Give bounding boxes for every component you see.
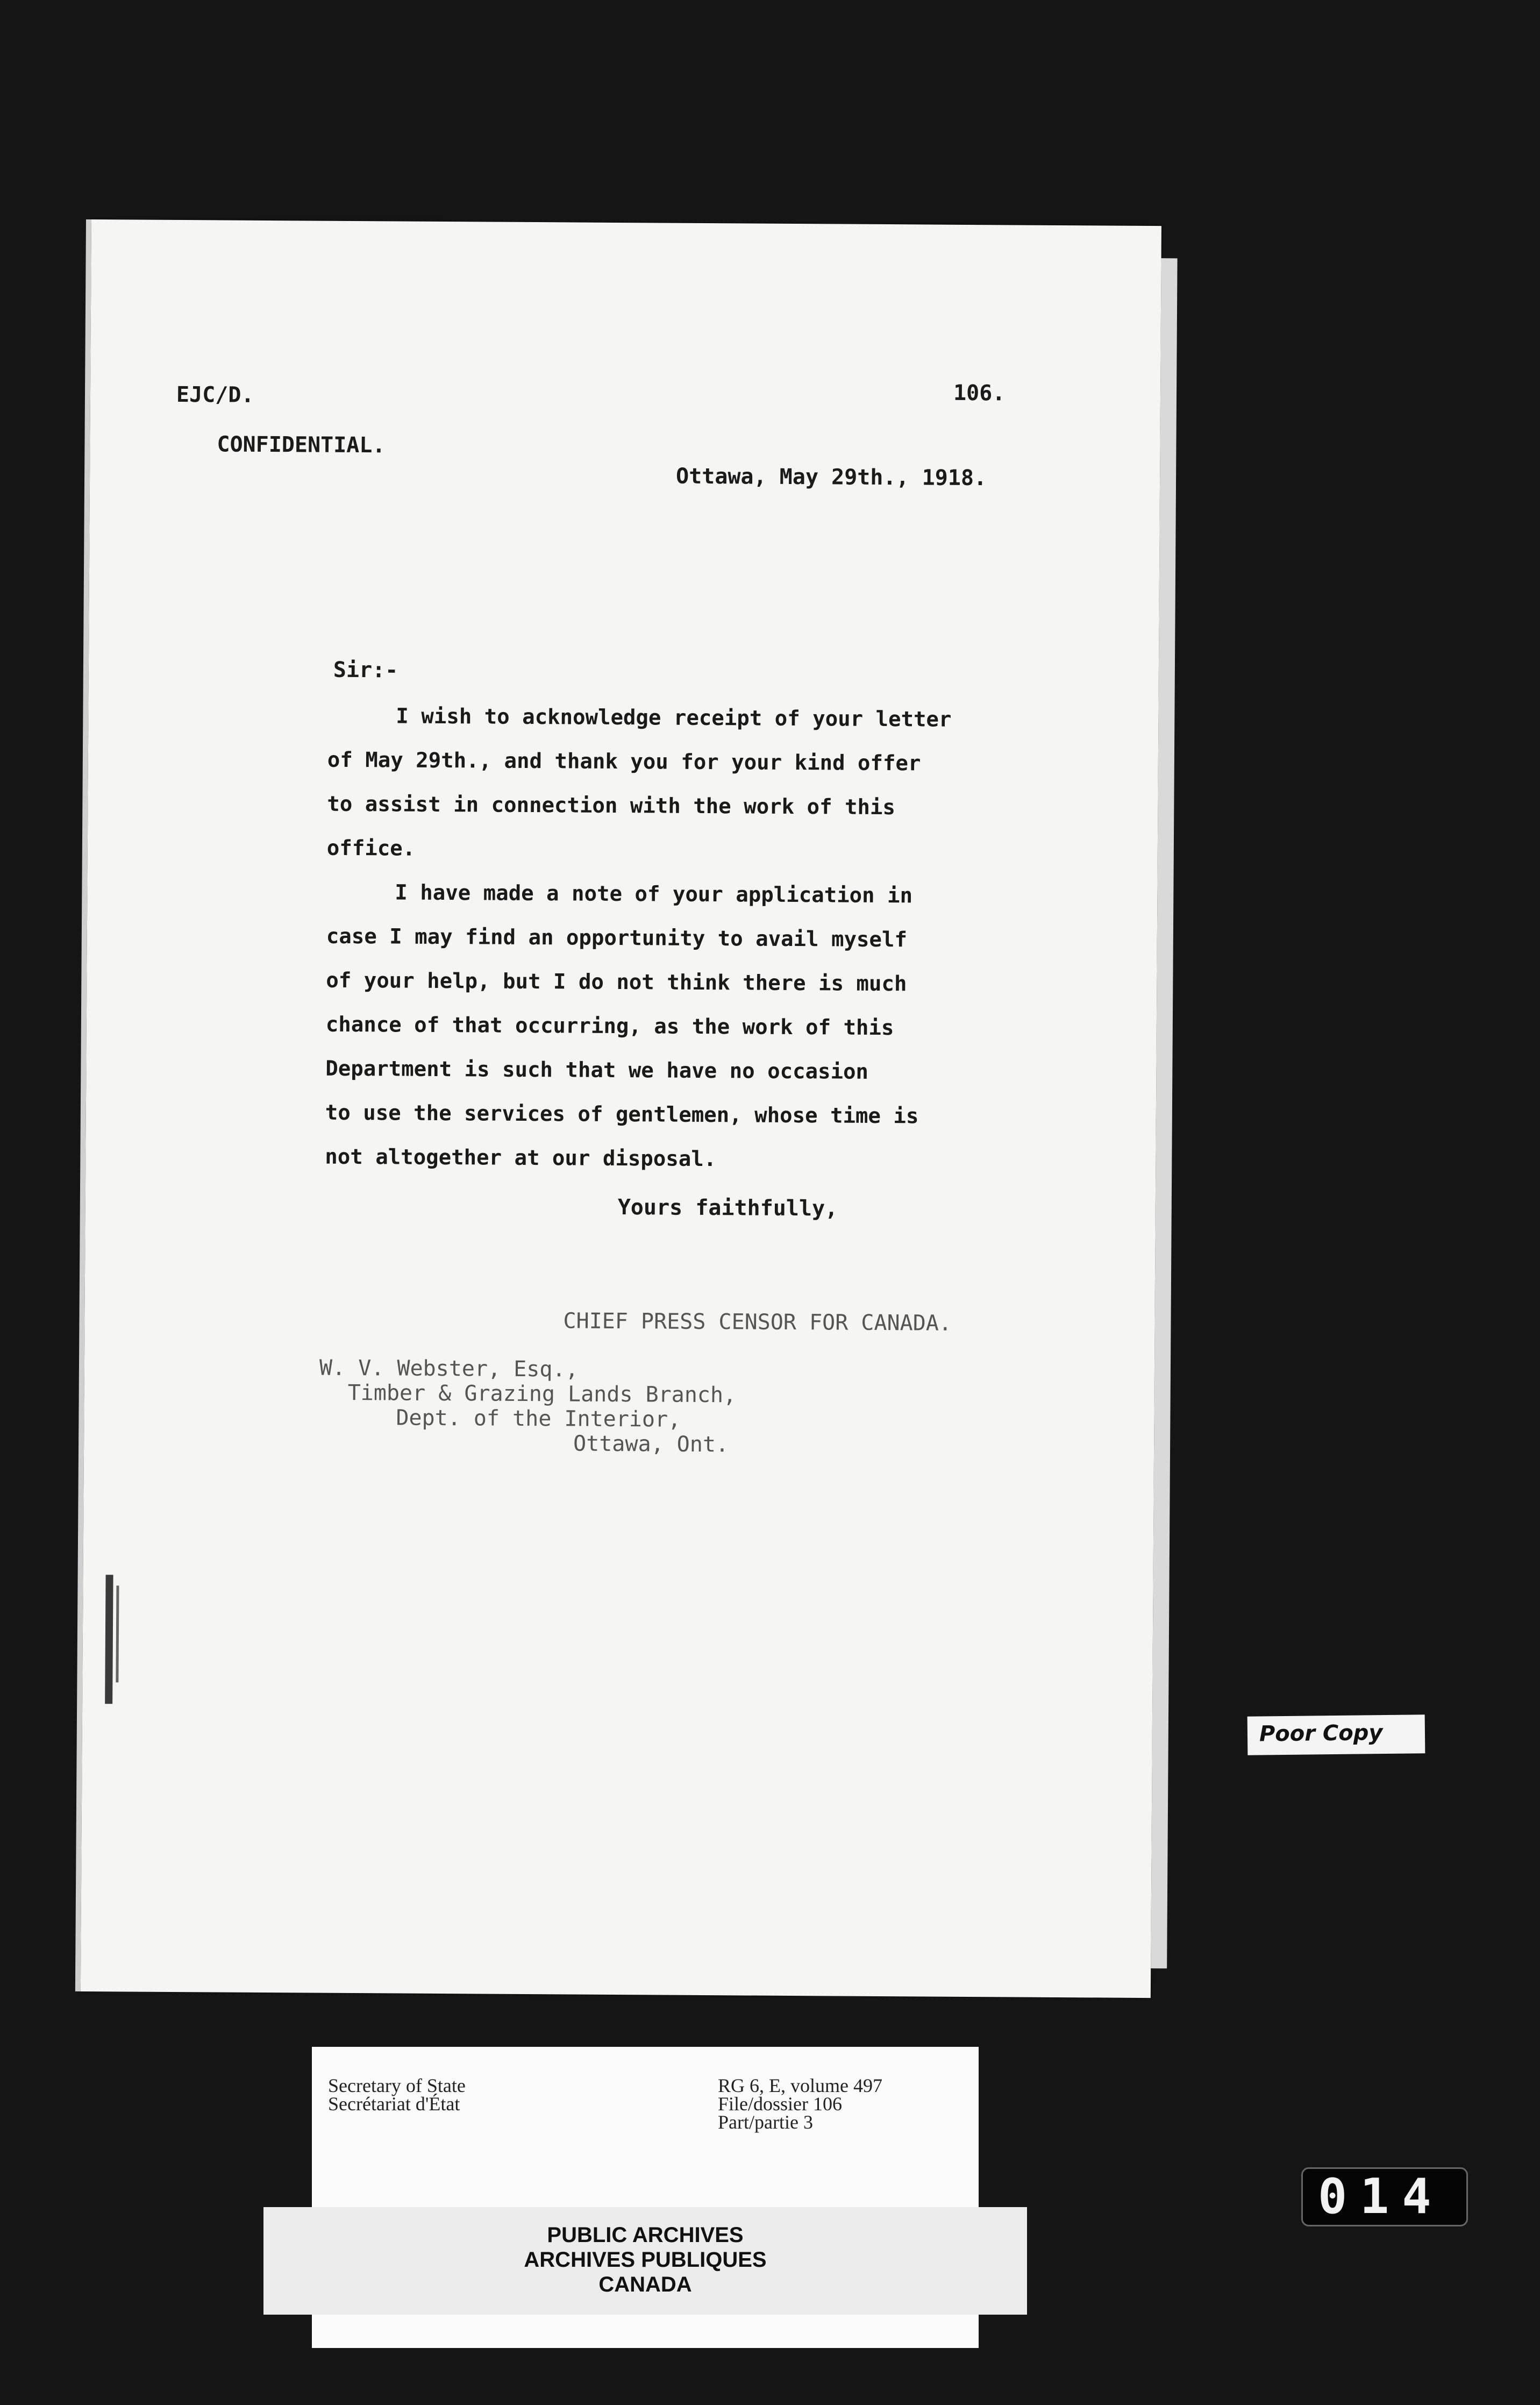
record-group: RG 6, E, volume 497 xyxy=(718,2075,882,2096)
part-number: Part/partie 3 xyxy=(718,2111,813,2133)
addressee-city: Ottawa, Ont. xyxy=(573,1431,729,1457)
body-line: of your help, but I do not think there is much xyxy=(326,968,907,997)
poor-copy-note xyxy=(1247,1714,1425,1755)
body-line: I have made a note of your application in xyxy=(395,880,913,908)
reference-code: EJC/D. xyxy=(176,382,254,408)
frame-number: 014 xyxy=(1318,2168,1444,2225)
salutation: Sir:- xyxy=(333,657,398,683)
body-line: I wish to acknowledge receipt of your letter xyxy=(396,704,952,732)
addressee-department: Dept. of the Interior, xyxy=(396,1405,681,1432)
department-en: Secretary of State xyxy=(328,2075,466,2096)
closing: Yours faithfully, xyxy=(617,1195,838,1221)
body-line: case I may find an opportunity to avail myself xyxy=(326,924,908,952)
frame-counter xyxy=(1301,2167,1468,2226)
body-line: of May 29th., and thank you for your kind offer xyxy=(327,748,921,776)
binding-mark xyxy=(116,1585,119,1682)
addressee-branch: Timber & Grazing Lands Branch, xyxy=(347,1380,737,1408)
body-line: office. xyxy=(326,836,416,861)
poor-copy-text: Poor Copy xyxy=(1259,1720,1383,1747)
body-line: not altogether at our disposal. xyxy=(325,1144,717,1172)
archive-stamp-strip xyxy=(263,2207,1027,2315)
institution-en: PUBLIC ARCHIVES xyxy=(547,2223,744,2247)
institution-fr: ARCHIVES PUBLIQUES xyxy=(524,2248,767,2272)
classification: CONFIDENTIAL. xyxy=(217,432,386,458)
page-number: 106. xyxy=(953,380,1006,406)
department-fr: Secrétariat d'État xyxy=(328,2093,460,2115)
letter-page xyxy=(81,219,1161,1998)
body-line: to use the services of gentlemen, whose time is xyxy=(325,1100,919,1129)
body-line: Department is such that we have no occasion xyxy=(325,1056,869,1084)
body-line: chance of that occurring, as the work of this xyxy=(325,1012,894,1041)
body-line: to assist in connection with the work of this xyxy=(327,792,896,820)
file-number: File/dossier 106 xyxy=(718,2093,842,2115)
signature-title: CHIEF PRESS CENSOR FOR CANADA. xyxy=(563,1308,952,1336)
date-line: Ottawa, May 29th., 1918. xyxy=(675,464,987,491)
addressee-name: W. V. Webster, Esq., xyxy=(319,1355,579,1382)
institution-country: CANADA xyxy=(598,2273,692,2296)
binding-mark xyxy=(105,1575,113,1704)
